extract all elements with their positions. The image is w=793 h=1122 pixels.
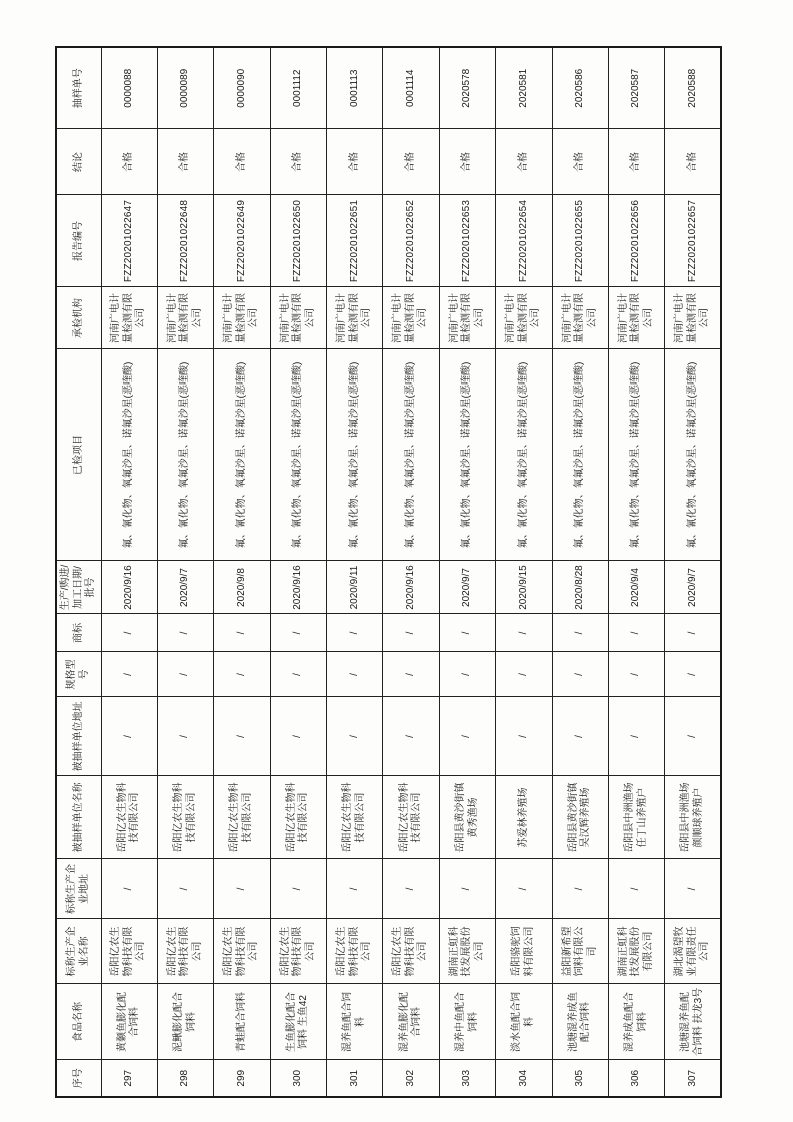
table-row bbox=[552, 47, 608, 1097]
table-cell: 2020/8/28 bbox=[552, 561, 608, 614]
table-cell: 2020/9/8 bbox=[214, 561, 270, 614]
table-cell: 2020/9/7 bbox=[439, 561, 495, 614]
column-header: 标称生产企业名称 bbox=[56, 919, 101, 984]
table-cell: 岳阳亿农生物科技有限公司 bbox=[157, 776, 213, 859]
table-cell: / bbox=[270, 614, 326, 652]
table-cell: / bbox=[327, 859, 383, 919]
table-cell: 2020587 bbox=[609, 47, 665, 129]
table-cell: 297 bbox=[101, 1060, 157, 1097]
table-cell: 合格 bbox=[214, 129, 270, 195]
table-cell: 298 bbox=[157, 1060, 213, 1097]
table-cell: 岳阳亿农生物科技有限公司 bbox=[270, 919, 326, 984]
table-cell: 河南广电计量检测有限公司 bbox=[496, 287, 552, 349]
table-cell: 岳阳亿农生物科技有限公司 bbox=[214, 919, 270, 984]
table-row bbox=[439, 47, 495, 1097]
table-cell: 泥鳅膨化配合饲料 bbox=[157, 984, 213, 1060]
table-cell: 岳阳亿农生物科技有限公司 bbox=[101, 776, 157, 859]
table-cell: 0001112 bbox=[270, 47, 326, 129]
table-cell: 合格 bbox=[383, 129, 439, 195]
table-cell: 2020588 bbox=[665, 47, 721, 129]
table-cell: 2020/9/16 bbox=[270, 561, 326, 614]
column-header: 标称生产企业地址 bbox=[56, 859, 101, 919]
column-header: 商标 bbox=[56, 614, 101, 652]
table-cell: / bbox=[496, 697, 552, 776]
table-cell: 池塘混养鱼配合饲料 扶龙3号 bbox=[665, 984, 721, 1060]
table-cell: / bbox=[609, 859, 665, 919]
table-cell: / bbox=[327, 697, 383, 776]
table-cell: 0000088 bbox=[101, 47, 157, 129]
table-cell: 0001114 bbox=[383, 47, 439, 129]
table-cell: FZZ20201022652 bbox=[383, 195, 439, 287]
table-cell: / bbox=[609, 652, 665, 697]
table-cell: 池塘混养成鱼配合饲料 bbox=[552, 984, 608, 1060]
table-cell: 岳阳亿农生物科技有限公司 bbox=[383, 776, 439, 859]
table-cell: 河南广电计量检测有限公司 bbox=[383, 287, 439, 349]
table-row bbox=[665, 47, 721, 1097]
table-cell: 2020/9/4 bbox=[609, 561, 665, 614]
table-cell: / bbox=[496, 652, 552, 697]
table-cell: 岳阳县黄沙街镇黄秀渔场 bbox=[439, 776, 495, 859]
table-cell: 299 bbox=[214, 1060, 270, 1097]
column-header: 食品名称 bbox=[56, 984, 101, 1060]
table-cell: / bbox=[439, 614, 495, 652]
table-cell: 岳阳亿农生物科技有限公司 bbox=[270, 776, 326, 859]
table-cell: 2020581 bbox=[496, 47, 552, 129]
table-cell: 2020/9/16 bbox=[383, 561, 439, 614]
table-cell: 岳阳亿农生物科技有限公司 bbox=[327, 919, 383, 984]
table-cell: / bbox=[665, 859, 721, 919]
table-cell: 合格 bbox=[327, 129, 383, 195]
table-cell: 岳阳县中洲渔场颜顺球养殖户 bbox=[665, 776, 721, 859]
table-row bbox=[157, 47, 213, 1097]
table-cell: 合格 bbox=[157, 129, 213, 195]
table-cell: 岳阳县中洲渔场任丁山养殖户 bbox=[609, 776, 665, 859]
table-cell: FZZ20201022656 bbox=[609, 195, 665, 287]
table-cell: 306 bbox=[609, 1060, 665, 1097]
table-cell: 河南广电计量检测有限公司 bbox=[270, 287, 326, 349]
table-cell: FZZ20201022648 bbox=[157, 195, 213, 287]
table-cell: / bbox=[665, 652, 721, 697]
column-header: 承检机构 bbox=[56, 287, 101, 349]
table-cell: 氟、氰化物、氧氟沙星、诺氟沙星(恶喹酸) bbox=[270, 349, 326, 561]
table-cell: 岳阳亿农生物科技有限公司 bbox=[214, 776, 270, 859]
table-cell: 岳阳亿农生物科技有限公司 bbox=[383, 919, 439, 984]
table-cell: 湖北渴望牧业有限责任公司 bbox=[665, 919, 721, 984]
table-cell: FZZ20201022650 bbox=[270, 195, 326, 287]
table-cell: / bbox=[270, 652, 326, 697]
table-cell: / bbox=[270, 859, 326, 919]
table-cell: 氟、氰化物、氧氟沙星、诺氟沙星(恶喹酸) bbox=[383, 349, 439, 561]
table-cell: FZZ20201022657 bbox=[665, 195, 721, 287]
table-cell: 氟、氰化物、氧氟沙星、诺氟沙星(恶喹酸) bbox=[157, 349, 213, 561]
table-cell: / bbox=[609, 614, 665, 652]
table-cell: 生鱼膨化配合饲料 生鱼42 bbox=[270, 984, 326, 1060]
table-cell: 合格 bbox=[552, 129, 608, 195]
column-header: 规格型号 bbox=[56, 652, 101, 697]
table-cell: / bbox=[552, 859, 608, 919]
table-cell: / bbox=[383, 859, 439, 919]
table-cell: / bbox=[327, 614, 383, 652]
table-cell: 合格 bbox=[496, 129, 552, 195]
table-cell: / bbox=[101, 614, 157, 652]
table-cell: 2020/9/7 bbox=[665, 561, 721, 614]
table-cell: 2020/9/11 bbox=[327, 561, 383, 614]
table-cell: 氟、氰化物、氧氟沙星、诺氟沙星(恶喹酸) bbox=[552, 349, 608, 561]
table-cell: / bbox=[665, 614, 721, 652]
table-cell: 混养成鱼配合饲料 bbox=[609, 984, 665, 1060]
table-cell: 合格 bbox=[665, 129, 721, 195]
table-cell: 青蛙配合饲料 bbox=[214, 984, 270, 1060]
table-cell: / bbox=[157, 614, 213, 652]
table-cell: / bbox=[157, 697, 213, 776]
table-cell: 河南广电计量检测有限公司 bbox=[552, 287, 608, 349]
table-cell: / bbox=[327, 652, 383, 697]
table-cell: 岳阳亿农生物科技有限公司 bbox=[157, 919, 213, 984]
table-cell: / bbox=[609, 697, 665, 776]
table-cell: 307 bbox=[665, 1060, 721, 1097]
sampling-table bbox=[55, 46, 722, 1098]
table-cell: / bbox=[157, 859, 213, 919]
table-cell: 氟、氰化物、氧氟沙星、诺氟沙星(恶喹酸) bbox=[609, 349, 665, 561]
table-cell: / bbox=[552, 697, 608, 776]
table-cell: 合格 bbox=[609, 129, 665, 195]
table-cell: 河南广电计量检测有限公司 bbox=[609, 287, 665, 349]
table-cell: 河南广电计量检测有限公司 bbox=[101, 287, 157, 349]
table-cell: 0001113 bbox=[327, 47, 383, 129]
table-cell: 混养中鱼配合饲料 bbox=[439, 984, 495, 1060]
table-cell: 混养鱼膨化配合饲料 bbox=[383, 984, 439, 1060]
table-cell: 2020/9/15 bbox=[496, 561, 552, 614]
table-cell: 2020586 bbox=[552, 47, 608, 129]
table-cell: 岳阳亿农生物科技有限公司 bbox=[101, 919, 157, 984]
table-cell: 苏爱林养殖场 bbox=[496, 776, 552, 859]
table-cell: 合格 bbox=[439, 129, 495, 195]
table-row bbox=[383, 47, 439, 1097]
table-cell: 岳阳亿农生物科技有限公司 bbox=[327, 776, 383, 859]
table-cell: / bbox=[214, 697, 270, 776]
table-cell: 305 bbox=[552, 1060, 608, 1097]
table-cell: 合格 bbox=[270, 129, 326, 195]
table-header-row bbox=[56, 47, 101, 1097]
table-cell: / bbox=[214, 652, 270, 697]
table-cell: / bbox=[383, 614, 439, 652]
table-cell: 氟、氰化物、氧氟沙星、诺氟沙星(恶喹酸) bbox=[327, 349, 383, 561]
table-row bbox=[609, 47, 665, 1097]
table-cell: 岳阳骆驼饲料有限公司 bbox=[496, 919, 552, 984]
table-cell: 淡水鱼配合饲料 bbox=[496, 984, 552, 1060]
table-cell: 301 bbox=[327, 1060, 383, 1097]
table-cell: / bbox=[439, 652, 495, 697]
table-cell: 氟、氰化物、氧氟沙星、诺氟沙星(恶喹酸) bbox=[439, 349, 495, 561]
table-cell: 河南广电计量检测有限公司 bbox=[439, 287, 495, 349]
table-cell: 河南广电计量检测有限公司 bbox=[327, 287, 383, 349]
table-row bbox=[214, 47, 270, 1097]
table-cell: 2020578 bbox=[439, 47, 495, 129]
table-cell: 氟、氰化物、氧氟沙星、诺氟沙星(恶喹酸) bbox=[665, 349, 721, 561]
table-cell: FZZ20201022651 bbox=[327, 195, 383, 287]
table-cell: 0000089 bbox=[157, 47, 213, 129]
table-cell: FZZ20201022647 bbox=[101, 195, 157, 287]
table-cell: / bbox=[383, 697, 439, 776]
table-cell: / bbox=[439, 697, 495, 776]
table-cell: 302 bbox=[383, 1060, 439, 1097]
table-cell: 岳阳县黄沙街镇吴汉辉养殖场 bbox=[552, 776, 608, 859]
table-cell: 混养鱼配合饲料 bbox=[327, 984, 383, 1060]
table-cell: 303 bbox=[439, 1060, 495, 1097]
table-cell: / bbox=[214, 614, 270, 652]
column-header: 被抽样单位地址 bbox=[56, 697, 101, 776]
table-cell: 河南广电计量检测有限公司 bbox=[665, 287, 721, 349]
table-cell: 304 bbox=[496, 1060, 552, 1097]
table-cell: / bbox=[101, 859, 157, 919]
table-cell: / bbox=[214, 859, 270, 919]
table-cell: 湖南正虹科技发展股份公司 bbox=[439, 919, 495, 984]
table-cell: / bbox=[665, 697, 721, 776]
table-cell: FZZ20201022653 bbox=[439, 195, 495, 287]
table-cell: 益阳新希望饲料有限公司 bbox=[552, 919, 608, 984]
table-row bbox=[101, 47, 157, 1097]
table-row bbox=[270, 47, 326, 1097]
table-cell: / bbox=[439, 859, 495, 919]
column-header: 生产/购进/加工日期/批号 bbox=[56, 561, 101, 614]
table-cell: FZZ20201022654 bbox=[496, 195, 552, 287]
table-cell: 300 bbox=[270, 1060, 326, 1097]
table-row bbox=[327, 47, 383, 1097]
table-cell: 河南广电计量检测有限公司 bbox=[157, 287, 213, 349]
table-cell: FZZ20201022649 bbox=[214, 195, 270, 287]
column-header: 被抽样单位名称 bbox=[56, 776, 101, 859]
table-cell: / bbox=[552, 652, 608, 697]
table-cell: 氟、氰化物、氧氟沙星、诺氟沙星(恶喹酸) bbox=[214, 349, 270, 561]
table-cell: FZZ20201022655 bbox=[552, 195, 608, 287]
column-header: 抽样单号 bbox=[56, 47, 101, 129]
column-header: 报告编号 bbox=[56, 195, 101, 287]
table-cell: / bbox=[552, 614, 608, 652]
table-cell: 河南广电计量检测有限公司 bbox=[214, 287, 270, 349]
table-cell: 0000090 bbox=[214, 47, 270, 129]
table-cell: 黄颡鱼膨化配合饲料 bbox=[101, 984, 157, 1060]
table-cell: / bbox=[157, 652, 213, 697]
column-header: 序号 bbox=[56, 1060, 101, 1097]
table-cell: 合格 bbox=[101, 129, 157, 195]
table-cell: / bbox=[496, 614, 552, 652]
column-header: 已检项目 bbox=[56, 349, 101, 561]
table-cell: / bbox=[101, 652, 157, 697]
table-cell: 氟、氰化物、氧氟沙星、诺氟沙星(恶喹酸) bbox=[101, 349, 157, 561]
table-cell: / bbox=[270, 697, 326, 776]
table-cell: / bbox=[101, 697, 157, 776]
column-header: 结论 bbox=[56, 129, 101, 195]
table-cell: 2020/9/16 bbox=[101, 561, 157, 614]
table-cell: / bbox=[383, 652, 439, 697]
table-cell: 2020/9/7 bbox=[157, 561, 213, 614]
table-cell: 湖南正虹科技发展股份有限公司 bbox=[609, 919, 665, 984]
table-cell: / bbox=[496, 859, 552, 919]
table-cell: 氟、氰化物、氧氟沙星、诺氟沙星(恶喹酸) bbox=[496, 349, 552, 561]
table-row bbox=[496, 47, 552, 1097]
